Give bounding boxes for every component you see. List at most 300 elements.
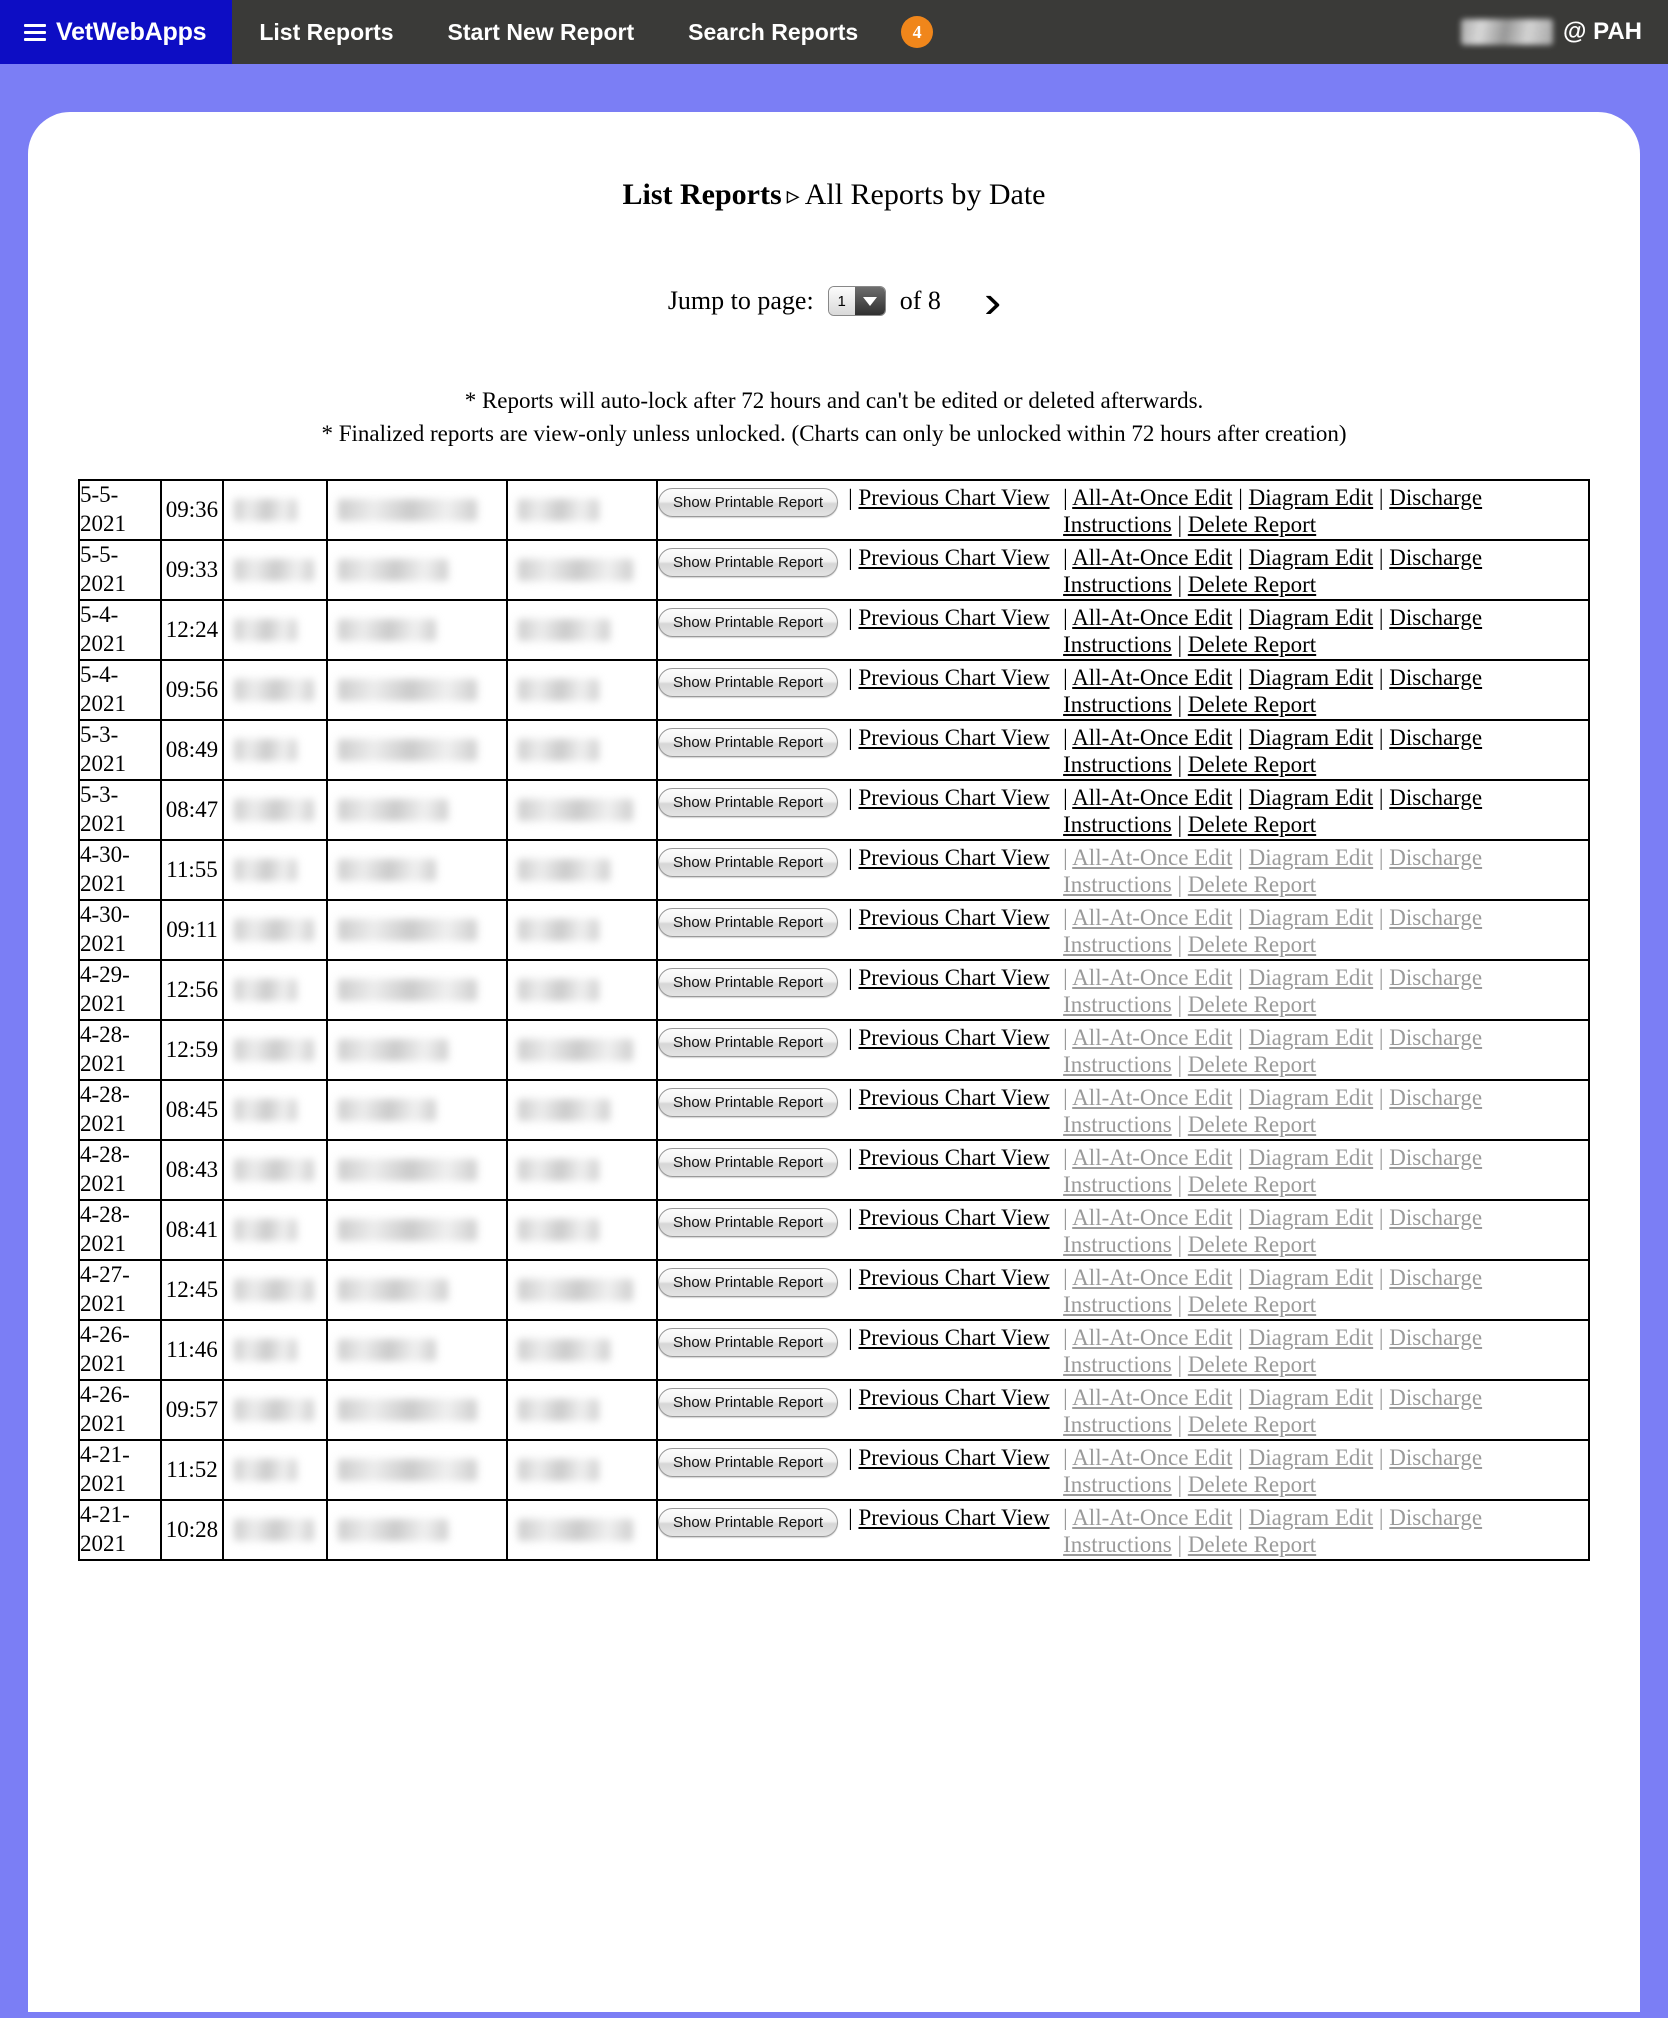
diagram-edit-link[interactable]: Diagram Edit — [1248, 1444, 1374, 1470]
previous-chart-view-group — [848, 544, 1063, 571]
diagram-edit-link[interactable]: Diagram Edit — [1248, 484, 1374, 510]
link-separator: | — [848, 604, 853, 630]
nav-links — [232, 0, 1461, 64]
all-at-once-edit-link[interactable]: All-At-Once Edit — [1072, 964, 1233, 990]
report-date: 4-27-2021 — [80, 1261, 130, 1316]
nav-item-search-reports[interactable]: Search Reports — [688, 19, 859, 45]
cell-time — [161, 780, 223, 840]
previous-chart-view-group — [848, 1384, 1063, 1411]
page-title-section: List Reports — [622, 178, 782, 211]
delete-report-link[interactable]: Delete Report — [1187, 871, 1317, 897]
show-printable-report-button[interactable]: Show Printable Report — [658, 908, 838, 937]
discharge-instructions-link[interactable]: Discharge Instructions — [1063, 784, 1483, 837]
link-separator: | — [1378, 844, 1384, 870]
discharge-instructions-link[interactable]: Discharge Instructions — [1063, 664, 1483, 717]
redacted-owner-name — [338, 1459, 477, 1481]
diagram-edit-link[interactable]: Diagram Edit — [1248, 964, 1374, 990]
edit-links-col — [1063, 1022, 1588, 1078]
discharge-instructions-link[interactable]: Discharge Instructions — [1063, 1144, 1483, 1197]
discharge-instructions-link[interactable]: Discharge Instructions — [1063, 964, 1483, 1017]
edit-links-group — [1063, 1144, 1588, 1198]
table-row — [79, 480, 1589, 540]
diagram-edit-link[interactable]: Diagram Edit — [1248, 1264, 1374, 1290]
report-time: 11:55 — [166, 856, 218, 882]
all-at-once-edit-link[interactable]: All-At-Once Edit — [1072, 664, 1233, 690]
link-separator: | — [1063, 1084, 1068, 1110]
report-date: 4-28-2021 — [80, 1141, 130, 1196]
report-time: 08:41 — [165, 1216, 219, 1242]
previous-chart-view-link[interactable]: Previous Chart View — [858, 904, 1050, 930]
previous-chart-view-col — [848, 1442, 1063, 1471]
cell-time — [161, 840, 223, 900]
cell-owner-name — [327, 1380, 507, 1440]
previous-chart-view-link[interactable]: Previous Chart View — [858, 1204, 1050, 1230]
cell-actions — [657, 720, 1589, 780]
show-printable-report-button[interactable]: Show Printable Report — [658, 1148, 838, 1177]
link-separator: | — [1063, 844, 1068, 870]
report-time: 08:43 — [165, 1156, 219, 1182]
cell-pet-name — [507, 900, 657, 960]
cell-date — [79, 1260, 161, 1320]
show-printable-report-button[interactable]: Show Printable Report — [658, 848, 838, 877]
cell-actions — [657, 1020, 1589, 1080]
page-title — [28, 178, 1640, 212]
edit-links-col — [1063, 962, 1588, 1018]
cell-pet-name — [507, 1320, 657, 1380]
delete-report-link[interactable]: Delete Report — [1187, 931, 1317, 957]
edit-links-col — [1063, 782, 1588, 838]
edit-links-col — [1063, 1322, 1588, 1378]
all-at-once-edit-link[interactable]: All-At-Once Edit — [1072, 1444, 1233, 1470]
table-row — [79, 1140, 1589, 1200]
cell-actions — [657, 1080, 1589, 1140]
discharge-instructions-link[interactable]: Discharge Instructions — [1063, 604, 1483, 657]
cell-actions — [657, 540, 1589, 600]
link-separator: | — [1378, 724, 1384, 750]
table-row — [79, 1500, 1589, 1560]
cell-actions — [657, 1380, 1589, 1440]
report-date: 4-28-2021 — [80, 1201, 130, 1256]
all-at-once-edit-link[interactable]: All-At-Once Edit — [1072, 1324, 1233, 1350]
redacted-owner-name — [338, 1399, 477, 1421]
previous-chart-view-link[interactable]: Previous Chart View — [858, 1444, 1050, 1470]
cell-actions — [657, 1440, 1589, 1500]
hamburger-icon[interactable] — [24, 24, 46, 41]
link-separator: | — [1378, 1384, 1384, 1410]
cell-actions — [657, 780, 1589, 840]
link-separator: | — [1063, 1384, 1068, 1410]
row-actions — [658, 1082, 1588, 1138]
show-printable-report-button[interactable]: Show Printable Report — [658, 728, 838, 757]
report-time: 12:59 — [165, 1036, 219, 1062]
table-row — [79, 1020, 1589, 1080]
redacted-pet-name — [518, 1399, 599, 1421]
report-date: 4-21-2021 — [80, 1501, 130, 1556]
delete-report-link[interactable]: Delete Report — [1187, 1411, 1317, 1437]
brand-label: VetWebApps — [56, 17, 207, 46]
delete-report-link[interactable]: Delete Report — [1187, 1351, 1317, 1377]
cell-time — [161, 1020, 223, 1080]
show-printable-report-button[interactable]: Show Printable Report — [658, 1328, 838, 1357]
redacted-pet-name — [518, 679, 599, 701]
show-printable-report-button[interactable]: Show Printable Report — [658, 488, 838, 517]
show-printable-report-button[interactable]: Show Printable Report — [658, 1508, 838, 1537]
link-separator: | — [1063, 664, 1068, 690]
link-separator: | — [1177, 1051, 1183, 1077]
show-printable-report-button[interactable]: Show Printable Report — [658, 608, 838, 637]
all-at-once-edit-link[interactable]: All-At-Once Edit — [1072, 1144, 1233, 1170]
previous-chart-view-link[interactable]: Previous Chart View — [858, 724, 1050, 750]
pagination-controls — [28, 275, 1640, 327]
redacted-patient-id — [234, 1399, 314, 1421]
redacted-patient-id — [234, 499, 297, 521]
cell-pet-name — [507, 1200, 657, 1260]
discharge-instructions-link[interactable]: Discharge Instructions — [1063, 1204, 1483, 1257]
discharge-instructions-link[interactable]: Discharge Instructions — [1063, 1444, 1483, 1497]
edit-links-col — [1063, 1262, 1588, 1318]
page-select[interactable] — [828, 286, 886, 316]
redacted-patient-id — [234, 1339, 297, 1361]
user-account-menu[interactable] — [1461, 0, 1668, 64]
delete-report-link[interactable]: Delete Report — [1187, 1291, 1317, 1317]
discharge-instructions-link[interactable]: Discharge Instructions — [1063, 1264, 1483, 1317]
row-actions — [658, 782, 1588, 838]
redacted-owner-name — [338, 1099, 436, 1121]
redacted-owner-name — [338, 1159, 477, 1181]
redacted-pet-name — [518, 619, 610, 641]
previous-chart-view-link[interactable]: Previous Chart View — [858, 484, 1050, 510]
discharge-instructions-link[interactable]: Discharge Instructions — [1063, 1084, 1483, 1137]
report-date: 4-28-2021 — [80, 1021, 130, 1076]
cell-date — [79, 900, 161, 960]
redacted-owner-name — [338, 979, 477, 1001]
previous-chart-view-group — [848, 904, 1063, 931]
all-at-once-edit-link[interactable]: All-At-Once Edit — [1072, 1384, 1233, 1410]
diagram-edit-link[interactable]: Diagram Edit — [1248, 1204, 1374, 1230]
edit-links-group — [1063, 784, 1588, 838]
redacted-patient-id — [234, 979, 297, 1001]
show-printable-report-button[interactable]: Show Printable Report — [658, 1268, 838, 1297]
cell-date — [79, 480, 161, 540]
all-at-once-edit-link[interactable]: All-At-Once Edit — [1072, 544, 1233, 570]
cell-owner-name — [327, 1080, 507, 1140]
diagram-edit-link[interactable]: Diagram Edit — [1248, 724, 1374, 750]
edit-links-col — [1063, 722, 1588, 778]
all-at-once-edit-link[interactable]: All-At-Once Edit — [1072, 784, 1233, 810]
diagram-edit-link[interactable]: Diagram Edit — [1248, 844, 1374, 870]
report-time: 09:36 — [165, 496, 219, 522]
report-time: 09:56 — [165, 676, 219, 702]
discharge-instructions-link[interactable]: Discharge Instructions — [1063, 844, 1483, 897]
previous-chart-view-link[interactable]: Previous Chart View — [858, 1324, 1050, 1350]
all-at-once-edit-link[interactable]: All-At-Once Edit — [1072, 904, 1233, 930]
cell-pet-name — [507, 780, 657, 840]
cell-date — [79, 540, 161, 600]
link-separator: | — [1378, 544, 1384, 570]
redacted-username — [1461, 19, 1553, 45]
brand-home-button[interactable] — [0, 0, 232, 64]
previous-chart-view-col — [848, 902, 1063, 931]
link-separator: | — [1177, 991, 1183, 1017]
link-separator: | — [1177, 631, 1183, 657]
previous-chart-view-link[interactable]: Previous Chart View — [858, 1144, 1050, 1170]
previous-chart-view-link[interactable]: Previous Chart View — [858, 544, 1050, 570]
delete-report-link[interactable]: Delete Report — [1187, 1531, 1317, 1557]
cell-date — [79, 960, 161, 1020]
link-separator: | — [1378, 1444, 1384, 1470]
reports-table — [78, 479, 1590, 1561]
diagram-edit-link[interactable]: Diagram Edit — [1248, 1024, 1374, 1050]
previous-chart-view-col — [848, 1082, 1063, 1111]
redacted-pet-name — [518, 979, 599, 1001]
redacted-owner-name — [338, 919, 477, 941]
reports-table-body — [79, 480, 1589, 1560]
cell-owner-name — [327, 1200, 507, 1260]
cell-pet-name — [507, 840, 657, 900]
cell-patient-id — [223, 600, 327, 660]
previous-chart-view-link[interactable]: Previous Chart View — [858, 1024, 1050, 1050]
cell-date — [79, 1140, 161, 1200]
previous-chart-view-link[interactable]: Previous Chart View — [858, 1384, 1050, 1410]
cell-time — [161, 660, 223, 720]
previous-chart-view-link[interactable]: Previous Chart View — [858, 784, 1050, 810]
previous-chart-view-group — [848, 1144, 1063, 1171]
show-printable-report-button[interactable]: Show Printable Report — [658, 1388, 838, 1417]
delete-report-link[interactable]: Delete Report — [1187, 571, 1317, 597]
discharge-instructions-link[interactable]: Discharge Instructions — [1063, 1504, 1483, 1557]
cell-pet-name — [507, 1260, 657, 1320]
previous-chart-view-col — [848, 1142, 1063, 1171]
show-printable-report-button[interactable]: Show Printable Report — [658, 1208, 838, 1237]
edit-links-group — [1063, 664, 1588, 718]
link-separator: | — [1063, 484, 1068, 510]
previous-chart-view-col — [848, 482, 1063, 511]
delete-report-link[interactable]: Delete Report — [1187, 811, 1317, 837]
edit-links-col — [1063, 482, 1588, 538]
discharge-instructions-link[interactable]: Discharge Instructions — [1063, 904, 1483, 957]
link-separator: | — [1238, 544, 1243, 570]
breadcrumb-separator-icon: ▹ — [786, 181, 800, 210]
report-time: 08:47 — [165, 796, 219, 822]
previous-chart-view-link[interactable]: Previous Chart View — [858, 964, 1050, 990]
previous-chart-view-group — [848, 784, 1063, 811]
cell-date — [79, 1080, 161, 1140]
cell-patient-id — [223, 1320, 327, 1380]
link-separator: | — [848, 664, 853, 690]
report-date: 5-4-2021 — [80, 601, 126, 656]
diagram-edit-link[interactable]: Diagram Edit — [1248, 1084, 1374, 1110]
delete-report-link[interactable]: Delete Report — [1187, 991, 1317, 1017]
nav-item-start-new-report[interactable]: Start New Report — [447, 19, 635, 45]
all-at-once-edit-link[interactable]: All-At-Once Edit — [1072, 1084, 1233, 1110]
discharge-instructions-link[interactable]: Discharge Instructions — [1063, 484, 1483, 537]
diagram-edit-link[interactable]: Diagram Edit — [1248, 604, 1374, 630]
edit-links-col — [1063, 1382, 1588, 1438]
previous-chart-view-link[interactable]: Previous Chart View — [858, 1504, 1050, 1530]
cell-date — [79, 1320, 161, 1380]
link-separator: | — [848, 1504, 853, 1530]
diagram-edit-link[interactable]: Diagram Edit — [1248, 784, 1374, 810]
discharge-instructions-link[interactable]: Discharge Instructions — [1063, 1024, 1483, 1077]
show-printable-report-button[interactable]: Show Printable Report — [658, 788, 838, 817]
cell-owner-name — [327, 900, 507, 960]
cell-actions — [657, 1260, 1589, 1320]
delete-report-link[interactable]: Delete Report — [1187, 691, 1317, 717]
diagram-edit-link[interactable]: Diagram Edit — [1248, 544, 1374, 570]
link-separator: | — [1378, 484, 1384, 510]
link-separator: | — [1238, 1144, 1243, 1170]
delete-report-link[interactable]: Delete Report — [1187, 1471, 1317, 1497]
previous-chart-view-link[interactable]: Previous Chart View — [858, 664, 1050, 690]
redacted-pet-name — [518, 1279, 633, 1301]
cell-time — [161, 480, 223, 540]
row-actions — [658, 602, 1588, 658]
redacted-owner-name — [338, 1339, 436, 1361]
previous-chart-view-link[interactable]: Previous Chart View — [858, 604, 1050, 630]
discharge-instructions-link[interactable]: Discharge Instructions — [1063, 1324, 1483, 1377]
previous-chart-view-col — [848, 962, 1063, 991]
all-at-once-edit-link[interactable]: All-At-Once Edit — [1072, 604, 1233, 630]
report-date: 5-5-2021 — [80, 481, 126, 536]
show-printable-report-button[interactable]: Show Printable Report — [658, 1028, 838, 1057]
show-printable-report-button[interactable]: Show Printable Report — [658, 668, 838, 697]
redacted-pet-name — [518, 859, 610, 881]
edit-links-col — [1063, 662, 1588, 718]
delete-report-link[interactable]: Delete Report — [1187, 1051, 1317, 1077]
link-separator: | — [1177, 1171, 1183, 1197]
previous-chart-view-link[interactable]: Previous Chart View — [858, 844, 1050, 870]
diagram-edit-link[interactable]: Diagram Edit — [1248, 1384, 1374, 1410]
link-separator: | — [1063, 724, 1068, 750]
diagram-edit-link[interactable]: Diagram Edit — [1248, 1324, 1374, 1350]
cell-patient-id — [223, 1440, 327, 1500]
all-at-once-edit-link[interactable]: All-At-Once Edit — [1072, 1024, 1233, 1050]
link-separator: | — [1378, 784, 1384, 810]
redacted-owner-name — [338, 1039, 448, 1061]
show-printable-report-button[interactable]: Show Printable Report — [658, 1088, 838, 1117]
report-time: 12:24 — [165, 616, 219, 642]
discharge-instructions-link[interactable]: Discharge Instructions — [1063, 1384, 1483, 1437]
diagram-edit-link[interactable]: Diagram Edit — [1248, 664, 1374, 690]
previous-chart-view-col — [848, 1022, 1063, 1051]
cell-actions — [657, 900, 1589, 960]
all-at-once-edit-link[interactable]: All-At-Once Edit — [1072, 1264, 1233, 1290]
reports-table-wrap — [28, 479, 1640, 1561]
cell-pet-name — [507, 1500, 657, 1560]
redacted-pet-name — [518, 739, 599, 761]
edit-links-group — [1063, 1024, 1588, 1078]
link-separator: | — [1063, 604, 1068, 630]
link-separator: | — [1063, 904, 1068, 930]
all-at-once-edit-link[interactable]: All-At-Once Edit — [1072, 1204, 1233, 1230]
link-separator: | — [1177, 811, 1183, 837]
redacted-pet-name — [518, 799, 633, 821]
link-separator: | — [1238, 484, 1243, 510]
previous-chart-view-group — [848, 844, 1063, 871]
cell-date — [79, 1200, 161, 1260]
cell-date — [79, 1020, 161, 1080]
link-separator: | — [1238, 1504, 1243, 1530]
next-page-button[interactable]: › — [983, 275, 1002, 327]
delete-report-link[interactable]: Delete Report — [1187, 751, 1317, 777]
previous-chart-view-link[interactable]: Previous Chart View — [858, 1084, 1050, 1110]
redacted-owner-name — [338, 559, 448, 581]
link-separator: | — [1177, 1411, 1183, 1437]
link-separator: | — [848, 1204, 853, 1230]
redacted-patient-id — [234, 559, 314, 581]
cell-patient-id — [223, 540, 327, 600]
table-row — [79, 540, 1589, 600]
redacted-owner-name — [338, 1219, 477, 1241]
link-separator: | — [848, 1444, 853, 1470]
total-pages-label: of 8 — [899, 286, 941, 315]
nav-item-list-reports[interactable]: List Reports — [259, 19, 394, 45]
show-printable-report-button[interactable]: Show Printable Report — [658, 1448, 838, 1477]
link-separator: | — [1063, 1024, 1068, 1050]
previous-chart-view-link[interactable]: Previous Chart View — [858, 1264, 1050, 1290]
link-separator: | — [848, 484, 853, 510]
diagram-edit-link[interactable]: Diagram Edit — [1248, 904, 1374, 930]
cell-date — [79, 1500, 161, 1560]
table-row — [79, 900, 1589, 960]
delete-report-link[interactable]: Delete Report — [1187, 1171, 1317, 1197]
cell-owner-name — [327, 840, 507, 900]
cell-patient-id — [223, 1200, 327, 1260]
link-separator: | — [848, 964, 853, 990]
cell-pet-name — [507, 660, 657, 720]
notification-count-badge[interactable]: 4 — [901, 16, 933, 48]
delete-report-link[interactable]: Delete Report — [1187, 1111, 1317, 1137]
link-separator: | — [1063, 1204, 1068, 1230]
all-at-once-edit-link[interactable]: All-At-Once Edit — [1072, 844, 1233, 870]
report-time: 08:45 — [165, 1096, 219, 1122]
link-separator: | — [1063, 964, 1068, 990]
row-actions — [658, 1322, 1588, 1378]
cell-time — [161, 1140, 223, 1200]
link-separator: | — [1177, 1231, 1183, 1257]
previous-chart-view-group — [848, 1084, 1063, 1111]
link-separator: | — [1378, 1264, 1384, 1290]
all-at-once-edit-link[interactable]: All-At-Once Edit — [1072, 1504, 1233, 1530]
cell-patient-id — [223, 1080, 327, 1140]
row-actions — [658, 482, 1588, 538]
delete-report-link[interactable]: Delete Report — [1187, 511, 1317, 537]
delete-report-link[interactable]: Delete Report — [1187, 631, 1317, 657]
redacted-pet-name — [518, 559, 633, 581]
cell-owner-name — [327, 780, 507, 840]
redacted-pet-name — [518, 1219, 599, 1241]
delete-report-link[interactable]: Delete Report — [1187, 1231, 1317, 1257]
diagram-edit-link[interactable]: Diagram Edit — [1248, 1144, 1374, 1170]
table-row — [79, 600, 1589, 660]
diagram-edit-link[interactable]: Diagram Edit — [1248, 1504, 1374, 1530]
link-separator: | — [848, 1084, 853, 1110]
link-separator: | — [1177, 1471, 1183, 1497]
report-time: 09:11 — [166, 916, 218, 942]
edit-links-group — [1063, 1384, 1588, 1438]
all-at-once-edit-link[interactable]: All-At-Once Edit — [1072, 484, 1233, 510]
show-printable-report-button[interactable]: Show Printable Report — [658, 968, 838, 997]
discharge-instructions-link[interactable]: Discharge Instructions — [1063, 544, 1483, 597]
show-printable-report-button[interactable]: Show Printable Report — [658, 548, 838, 577]
link-separator: | — [1238, 1384, 1243, 1410]
link-separator: | — [1177, 1291, 1183, 1317]
all-at-once-edit-link[interactable]: All-At-Once Edit — [1072, 724, 1233, 750]
discharge-instructions-link[interactable]: Discharge Instructions — [1063, 724, 1483, 777]
link-separator: | — [1177, 511, 1183, 537]
table-row — [79, 1320, 1589, 1380]
edit-links-col — [1063, 842, 1588, 898]
